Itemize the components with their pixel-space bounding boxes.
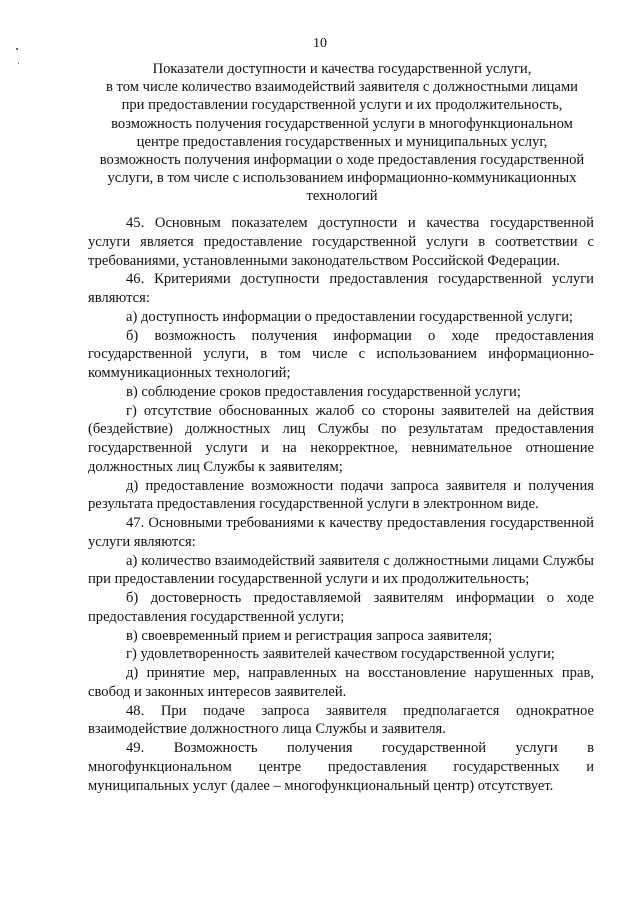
list-item-46e: д) предоставление возможности подачи запроса заявителя и получения результата предоставления государственной услуги в электронном виде. [88, 477, 594, 513]
document-body [88, 214, 594, 795]
list-item-47a: а) количество взаимодействий заявителя с должностными лицами Службы при предоставлении государственной услуги и их продолжительность; [88, 552, 594, 588]
paragraph-49: 49. Возможность получения государственной услуги в многофункциональном центре предоставления государственных и муниципальных услуг (далее – многофункциональный центр) отсутствует. [88, 740, 594, 794]
heading-line: центре предоставления государственных и муниципальных услуг, [136, 133, 548, 150]
list-item-47d: г) удовлетворенность заявителей качеством государственной услуги; [126, 646, 555, 663]
list-item-46a: а) доступность информации о предоставлении государственной услуги; [126, 308, 573, 325]
heading-line: возможность получения государственной услуги в многофункциональном [111, 115, 573, 132]
heading-line: технологий [306, 188, 378, 205]
paragraph-46: 46. Критериями доступности предоставления государственной услуги являются: [88, 271, 594, 306]
paragraph-48: 48. При подаче запроса заявителя предполагается однократное взаимодействие должностного лица Службы и заявителя. [88, 702, 594, 738]
list-item-46d: г) отсутствие обоснованных жалоб со стороны заявителей на действия (бездействие) должностных лиц Службы по результатам предоставления государственной услуги и на некорректное, невнимательное отношение должностных лиц Службы к заявителям; [88, 402, 594, 475]
section-heading [84, 60, 600, 206]
list-item-46b: б) возможность получения информации о ходе предоставления государственной услуги, в том числе с использованием информационно-коммуникационных технологий; [88, 327, 594, 381]
list-item-47b: б) достоверность предоставляемой заявителям информации о ходе предоставления государственной услуги; [88, 590, 594, 625]
list-item-47c: в) своевременный прием и регистрация запроса заявителя; [126, 627, 493, 644]
heading-line: Показатели доступности и качества государственной услуги, [152, 61, 532, 77]
scan-speck [16, 48, 18, 50]
page-number: 10 [313, 36, 327, 51]
heading-line: при предоставлении государственной услуги и их продолжительность, [121, 97, 563, 114]
scan-speck [18, 63, 19, 64]
list-item-47e: д) принятие мер, направленных на восстановление нарушенных прав, свобод и законных интересов заявителей. [88, 665, 594, 700]
paragraph-47: 47. Основными требованиями к качеству предоставления государственной услуги являются: [88, 515, 594, 550]
paragraph-45: 45. Основным показателем доступности и качества государственной услуги является предоставление государственной услуги в соответствии с требованиями, установленными законодательством Российской Федерации. [88, 215, 594, 269]
heading-line: в том числе количество взаимодействий заявителя с должностными лицами [106, 79, 578, 96]
list-item-46c: в) соблюдение сроков предоставления государственной услуги; [126, 383, 521, 400]
heading-line: возможность получения информации о ходе предоставления государственной [99, 152, 585, 169]
heading-line: услуги, в том числе с использованием информационно-коммуникационных [107, 170, 577, 187]
